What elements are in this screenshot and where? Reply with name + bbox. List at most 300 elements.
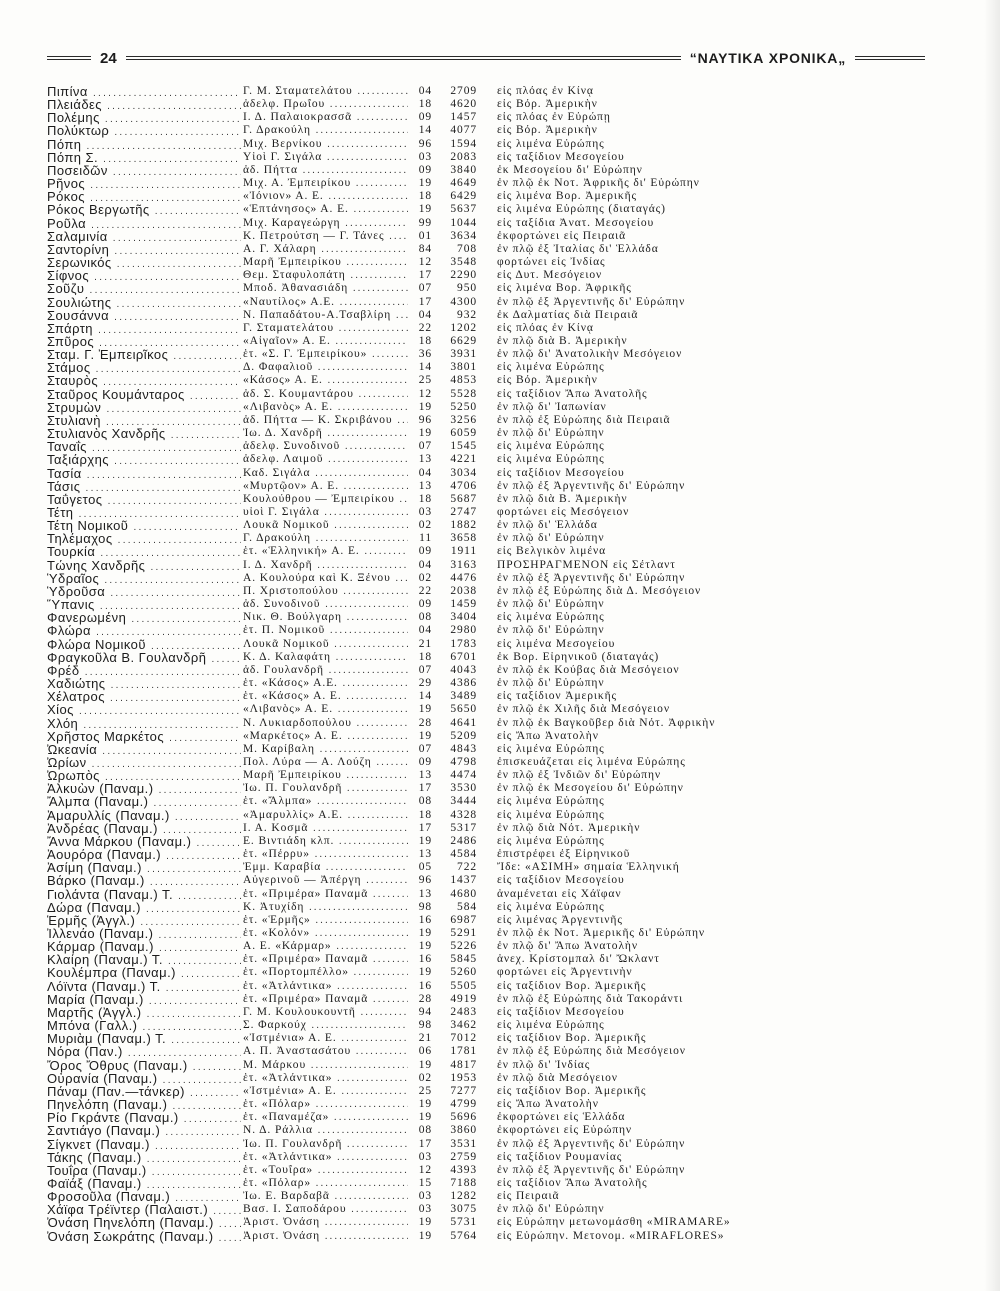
vessel-row: [47, 217, 977, 230]
owner-name: Καδ. Σιγάλα .....: [243, 467, 408, 480]
gross-tonnage: 3658: [450, 532, 477, 545]
gross-tonnage: 5528: [450, 387, 477, 400]
gross-tonnage: 1882: [450, 519, 477, 532]
owner-name: «Λιβανὸς» Α. Ε. .....: [243, 401, 408, 414]
vessel-name: Τουΐρα (Παναμ.) .....: [47, 1164, 241, 1179]
vessel-name: Ἀμαρυλλίς (Παναμ.) .....: [47, 809, 241, 824]
owner-name: ἀδ. Γουλανδρῆ .....: [243, 664, 408, 677]
gross-tonnage: 4386: [450, 677, 477, 690]
vessel-row: [47, 1203, 977, 1216]
vessel-row: [47, 809, 977, 822]
vessel-row: [47, 966, 977, 979]
vessel-row: [47, 624, 977, 637]
gross-tonnage: 5731: [450, 1216, 477, 1229]
build-year: 28: [418, 992, 432, 1005]
vessel-row: [47, 111, 977, 124]
vessel-status: ἐν πλῷ δι' Εὐρώπην: [497, 624, 605, 637]
vessel-name: Πλειάδες .....: [47, 98, 241, 113]
vessel-name: Ἑρμῆς (Ἀγγλ.) .....: [47, 914, 241, 929]
gross-tonnage: 4680: [450, 887, 477, 900]
build-year: 19: [418, 703, 432, 716]
vessel-name: Ρόκος Βεργωτῆς .....: [47, 203, 241, 218]
vessel-status: εἰς Πειραιᾶ: [497, 1190, 560, 1203]
vessel-row: [47, 1230, 977, 1243]
owner-name: ἀδελφ. Λαιμοῦ .....: [243, 453, 408, 466]
build-year: 13: [418, 453, 432, 466]
page-number: 24: [100, 49, 117, 67]
owner-name: Ν. Δ. Ράλλια .....: [243, 1124, 408, 1137]
owner-name: «Λιβανὸς» Α. Ε. .....: [243, 703, 408, 716]
gross-tonnage: 7188: [450, 1176, 477, 1189]
owner-name: «Ἑπτάνησος» Α. Ε. .....: [243, 203, 408, 216]
vessel-row: [47, 690, 977, 703]
build-year: 06: [418, 1045, 432, 1058]
vessel-status: ἐν πλῷ ἐκ Χιλῆς διὰ Μεσόγειον: [497, 703, 670, 716]
gross-tonnage: 5505: [450, 979, 477, 992]
gross-tonnage: 4817: [450, 1058, 477, 1071]
vessel-status: ἐν πλῷ δι' Εὐρώπην: [497, 427, 605, 440]
gross-tonnage: 2759: [450, 1150, 477, 1163]
gross-tonnage: 5317: [450, 821, 477, 834]
vessel-name: Πόπη Σ. .....: [47, 151, 241, 166]
owner-name: ἑτ. «Πόλαρ» .....: [243, 1177, 408, 1190]
vessel-name: Ὠκεανία .....: [47, 743, 241, 758]
vessel-row: [47, 203, 977, 216]
owner-name: Ι. Δ. Παλαιοκρασσᾶ .....: [243, 111, 408, 124]
owner-name: «Ἰστμένια» Α. Ε. .....: [243, 1085, 408, 1098]
gross-tonnage: 2709: [450, 85, 477, 97]
vessel-status: εἰς ταξίδιον Βορ. Ἀμερικῆς: [497, 1084, 647, 1097]
build-year: 03: [418, 1203, 432, 1216]
vessel-name: Λόϊντα (Παναμ.) Τ. .....: [47, 980, 241, 995]
vessel-name: Σουλιώτης .....: [47, 296, 241, 311]
build-year: 19: [418, 203, 432, 216]
gross-tonnage: 3163: [450, 558, 477, 571]
build-year: 12: [418, 256, 432, 269]
vessel-row: [47, 651, 977, 664]
vessel-row: [47, 401, 977, 414]
gross-tonnage: 3531: [450, 1137, 477, 1150]
vessel-row: [47, 953, 977, 966]
owner-name: «Ἰόνιον» Α. Ε. .....: [243, 190, 408, 203]
vessel-status: εἰς λιμένα Εὐρώπης: [497, 440, 605, 453]
vessel-status: ἐν πλῷ διὰ Β. Ἀμερικὴν: [497, 334, 628, 347]
gross-tonnage: 2486: [450, 834, 477, 847]
gross-tonnage: 4584: [450, 848, 477, 861]
owner-name: Θεμ. Σταφυλοπάτη .....: [243, 269, 408, 282]
build-year: 14: [418, 690, 432, 703]
vessel-status: ἐν πλῷ ἐξ Εὐρώπης διὰ Τακοράντι: [497, 992, 684, 1005]
owner-name: ἑτ. «Ἀτλάντικα» .....: [243, 980, 408, 993]
vessel-row: [47, 480, 977, 493]
vessel-name: Σταυρὸς .....: [47, 374, 241, 389]
gross-tonnage: 3489: [450, 690, 477, 703]
owner-name: ἀδ. Πήττα .....: [243, 164, 408, 177]
vessel-status: εἰς λιμένα Εὐρώπης: [497, 834, 605, 847]
owner-name: ἑτ. «Σ. Γ. Ἐμπειρίκου» .....: [243, 348, 408, 361]
vessel-name: Ὀνάση Πηνελόπη (Παναμ.) .....: [47, 1216, 241, 1231]
vessel-row: [47, 1072, 977, 1085]
gross-tonnage: 3840: [450, 163, 477, 176]
vessel-status: ἐν πλῷ διὰ Νότ. Ἀμερικὴν: [497, 821, 641, 834]
build-year: 19: [418, 966, 432, 979]
vessel-row: [47, 467, 977, 480]
build-year: 05: [418, 861, 432, 874]
build-year: 04: [418, 466, 432, 479]
vessel-row: [47, 296, 977, 309]
vessel-name: Μαρτῆς (Ἀγγλ.) .....: [47, 1006, 241, 1021]
build-year: 09: [418, 545, 432, 558]
gross-tonnage: 4043: [450, 663, 477, 676]
gross-tonnage: 1953: [450, 1071, 477, 1084]
gross-tonnage: 1457: [450, 111, 477, 124]
vessel-status: ἐν πλῷ δι' Ἑλλάδα: [497, 519, 598, 532]
vessel-name: Τάσις .....: [47, 480, 241, 495]
vessel-name: Σαντορίνη .....: [47, 243, 241, 258]
build-year: 21: [418, 637, 432, 650]
gross-tonnage: 3860: [450, 1124, 477, 1137]
owner-name: υἱοὶ Γ. Σιγάλα .....: [243, 506, 408, 519]
build-year: 18: [418, 334, 432, 347]
vessel-status: ἐπισκευάζεται εἰς λιμένα Εὐρώπης: [497, 755, 686, 768]
build-year: 22: [418, 321, 432, 334]
build-year: 02: [418, 519, 432, 532]
gross-tonnage: 1911: [450, 545, 477, 558]
owner-name: ἑτ. «Ἑρμῆς» .....: [243, 914, 408, 927]
vessel-status: ἐν πλῷ δι' Εὐρώπην: [497, 598, 605, 611]
build-year: 17: [418, 269, 432, 282]
owner-name: Α. Κουλούρα καὶ Κ. Ξένου .....: [243, 572, 408, 585]
vessel-name: Δώρα (Παναμ.) .....: [47, 901, 241, 916]
gross-tonnage: 1202: [450, 321, 477, 334]
vessel-row: [47, 269, 977, 282]
build-year: 19: [418, 1111, 432, 1124]
vessel-name: Πιπίνα .....: [47, 85, 241, 100]
build-year: 14: [418, 124, 432, 137]
vessel-name: Πολύκτωρ .....: [47, 124, 241, 139]
build-year: 02: [418, 571, 432, 584]
gross-tonnage: 3548: [450, 256, 477, 269]
gross-tonnage: 4843: [450, 742, 477, 755]
vessel-status: εἰς Βόρ. Ἀμερικὴν: [497, 98, 598, 111]
owner-name: Πολ. Λύρα — Α. Λούζη .....: [243, 756, 408, 769]
vessel-name: Τάκης (Παναμ.) .....: [47, 1151, 241, 1166]
vessel-status: εἰς ταξίδιον Μεσογείου: [497, 150, 625, 163]
owner-name: ἀδ. Σ. Κουμαντάρου .....: [243, 388, 408, 401]
vessel-name: Ὑδροῦσα .....: [47, 585, 241, 600]
vessel-name: Ποσειδῶν .....: [47, 164, 241, 179]
owner-name: Μιχ. Α. Ἐμπειρίκου .....: [243, 177, 408, 190]
build-year: 14: [418, 361, 432, 374]
vessel-status: εἰς λιμένα Εὐρώπης: [497, 137, 605, 150]
owner-name: Ν. Παπαδάτου-Α.Τσαβλίρη .....: [243, 309, 408, 322]
gross-tonnage: 5764: [450, 1229, 477, 1242]
vessel-row: [47, 1216, 977, 1229]
vessel-row: [47, 585, 977, 598]
gross-tonnage: 4853: [450, 374, 477, 387]
build-year: 96: [418, 874, 432, 887]
vessel-row: [47, 151, 977, 164]
vessel-row: [47, 782, 977, 795]
gross-tonnage: 2083: [450, 150, 477, 163]
gross-tonnage: 6629: [450, 334, 477, 347]
double-rule: [126, 56, 681, 60]
owner-name: ἑτ. «Κάσος» Α.Ε. .....: [243, 677, 408, 690]
vessel-name: Σερωνικός .....: [47, 256, 241, 271]
gross-tonnage: 1282: [450, 1190, 477, 1203]
gross-tonnage: 4221: [450, 453, 477, 466]
owner-name: Γ. Δρακούλη .....: [243, 532, 408, 545]
vessel-row: [47, 914, 977, 927]
build-year: 03: [418, 506, 432, 518]
gross-tonnage: 5845: [450, 953, 477, 966]
gross-tonnage: 3075: [450, 1203, 477, 1216]
owner-name: Αὐγερινοῦ — Ἀπέργη .....: [243, 874, 408, 887]
vessel-name: Χάϊφα Τρέϊντερ (Παλαιστ.) .....: [47, 1203, 241, 1218]
build-year: 21: [418, 1032, 432, 1045]
vessel-name: Ρόκος .....: [47, 190, 241, 205]
build-year: 13: [418, 769, 432, 782]
vessel-name: Κάρμαρ (Παναμ.) .....: [47, 940, 241, 955]
vessel-list: [47, 85, 977, 1243]
build-year: 19: [418, 1216, 432, 1229]
gross-tonnage: 6701: [450, 650, 477, 663]
vessel-status: ἐκ Βορ. Εἰρηνικοῦ (διαταγάς): [497, 650, 660, 663]
vessel-status: εἰς ταξίδιον Βορ. Ἀμερικῆς: [497, 979, 647, 992]
vessel-name: Ἀλκυὼν (Παναμ.) .....: [47, 782, 241, 797]
owner-name: Μιχ. Καραγεώργη .....: [243, 217, 408, 230]
vessel-status: εἰς Ἄπω Ἀνατολὴν: [497, 729, 599, 742]
vessel-status: ἐν πλῷ δι' Ἰαπωνίαν: [497, 400, 607, 413]
vessel-status: εἰς ταξίδιον Μεσογείου: [497, 1005, 625, 1018]
vessel-name: Κουλέμπρα (Παναμ.) .....: [47, 966, 241, 981]
vessel-status: εἰς Βόρ. Ἀμερικὴν: [497, 374, 598, 387]
owner-name: «Ἰστμένια» Α. Ε. .....: [243, 1032, 408, 1045]
vessel-row: [47, 795, 977, 808]
build-year: 07: [418, 663, 432, 676]
gross-tonnage: 1044: [450, 216, 477, 229]
vessel-row: [47, 598, 977, 611]
vessel-name: Ἀουρόρα (Παναμ.) .....: [47, 848, 241, 863]
gross-tonnage: 5637: [450, 203, 477, 216]
vessel-status: ἐν πλῷ ἐξ Ἀργεντινῆς δι' Εὐρώπην: [497, 571, 686, 584]
vessel-status: εἰς λιμένας Ἀργεντινῆς: [497, 913, 623, 926]
vessel-status: εἰς λιμένα Εὐρώπης: [497, 453, 605, 466]
vessel-row: [47, 1111, 977, 1124]
owner-name: Ἰω. Ε. Βαρδαβᾶ .....: [243, 1190, 408, 1203]
vessel-name: Φλώρα Νομικοῦ .....: [47, 638, 241, 653]
vessel-name: Πάναμ (Παν.—τάνκερ) .....: [47, 1085, 241, 1100]
owner-name: «Μυρτῷον» Α. Ε. .....: [243, 480, 408, 493]
owner-name: ἑτ. «Πριμέρα» Παναμᾶ .....: [243, 993, 408, 1006]
owner-name: Π. Χριστοπούλου .....: [243, 585, 408, 598]
gross-tonnage: 3404: [450, 611, 477, 624]
vessel-row: [47, 1151, 977, 1164]
gross-tonnage: 5226: [450, 940, 477, 953]
vessel-name: Οὐρανία (Παναμ.) .....: [47, 1072, 241, 1087]
vessel-status: ἐν πλῷ ἐξ Ἀργεντινῆς δι' Εὐρώπην: [497, 479, 686, 492]
gross-tonnage: 2483: [450, 1005, 477, 1018]
owner-name: ἑτ. «Ἀτλάντικα» .....: [243, 1151, 408, 1164]
vessel-row: [47, 545, 977, 558]
build-year: 36: [418, 348, 432, 361]
owner-name: «Κάσος» Α. Ε. .....: [243, 374, 408, 387]
vessel-row: [47, 309, 977, 322]
vessel-row: [47, 638, 977, 651]
vessel-name: Νόρα (Παν.) .....: [47, 1045, 241, 1060]
vessel-status: εἰς Βόρ. Ἀμερικὴν: [497, 124, 598, 137]
vessel-name: Χλόη .....: [47, 717, 241, 732]
owner-name: Ι. Δ. Χανδρῆ .....: [243, 559, 408, 572]
double-rule: [855, 56, 925, 60]
owner-name: Κουλούθρου — Ἐμπειρίκου .....: [243, 493, 408, 506]
vessel-row: [47, 519, 977, 532]
vessel-status: εἰς λιμένα Εὐρώπης: [497, 611, 605, 624]
build-year: 09: [418, 111, 432, 124]
gross-tonnage: 5209: [450, 729, 477, 742]
owner-name: «Ἀμαρυλλίς» Α.Ε. .....: [243, 809, 408, 822]
build-year: 17: [418, 1137, 432, 1150]
build-year: 09: [418, 163, 432, 176]
owner-name: Μαρῆ Ἐμπειρίκου .....: [243, 769, 408, 782]
vessel-status: εἰς λιμένα Μεσογείου: [497, 637, 616, 650]
vessel-name: Πηνελόπη (Παναμ.) .....: [47, 1098, 241, 1113]
vessel-status: ἀναμένεται εἰς Χάϊφαν: [497, 887, 622, 900]
vessel-row: [47, 1177, 977, 1190]
build-year: 18: [418, 650, 432, 663]
vessel-name: Φραγκοῦλα Β. Γουλανδρῆ .....: [47, 651, 241, 666]
owner-name: Γ. Σταματελάτου .....: [243, 322, 408, 335]
build-year: 29: [418, 677, 432, 690]
vessel-row: [47, 888, 977, 901]
build-year: 04: [418, 558, 432, 571]
build-year: 28: [418, 716, 432, 729]
vessel-name: Χίος .....: [47, 703, 241, 718]
vessel-status: εἰς λιμένα Εὐρώπης: [497, 361, 605, 374]
vessel-status: ἐκφορτώνει εἰς Πειραιᾶ: [497, 229, 627, 242]
vessel-name: Ἀνδρέας (Παναμ.) .....: [47, 822, 241, 837]
gross-tonnage: 3931: [450, 348, 477, 361]
vessel-status: ἐν πλῷ ἐξ Ἀργεντινῆς δι' Εὐρώπην: [497, 1163, 686, 1176]
vessel-row: [47, 493, 977, 506]
gross-tonnage: 2038: [450, 584, 477, 597]
vessel-name: Φλώρα .....: [47, 624, 241, 639]
owner-name: ἑτ. «Κολόν» .....: [243, 927, 408, 940]
build-year: 03: [418, 1150, 432, 1163]
build-year: 18: [418, 492, 432, 505]
build-year: 19: [418, 729, 432, 742]
vessel-name: Ὄρος Ὄθρυς (Παναμ.) .....: [47, 1059, 241, 1074]
vessel-row: [47, 427, 977, 440]
vessel-status: ἐπιστρέφει ἐξ Εἰρηνικοῦ: [497, 848, 631, 861]
vessel-name: Χαδιώτης .....: [47, 677, 241, 692]
vessel-status: εἰς Βελγικὸν λιμένα: [497, 545, 607, 558]
gross-tonnage: 1783: [450, 637, 477, 650]
vessel-status: ἐκ Μεσογείου δι' Εὐρώπην: [497, 163, 643, 176]
vessel-row: [47, 348, 977, 361]
vessel-row: [47, 230, 977, 243]
vessel-row: [47, 980, 977, 993]
owner-name: Νικ. Θ. Βούλγαρη .....: [243, 611, 408, 624]
owner-name: «Αἰγαῖον» Α. Ε. .....: [243, 335, 408, 348]
owner-name: ἑτ. «Ἄλμπα» .....: [243, 795, 408, 808]
vessel-status: ἐν πλῷ δι' Εὐρώπην: [497, 1203, 605, 1216]
build-year: 08: [418, 611, 432, 624]
vessel-row: [47, 453, 977, 466]
build-year: 17: [418, 782, 432, 795]
build-year: 94: [418, 1005, 432, 1018]
vessel-name: Κλαίρη (Παναμ.) Τ. .....: [47, 953, 241, 968]
vessel-status: ἐν πλῷ δι' Εὐρώπην: [497, 532, 605, 545]
build-year: 11: [419, 532, 432, 545]
owner-name: Γ. Μ. Κουλουκουντῆ .....: [243, 1006, 408, 1019]
build-year: 16: [418, 979, 432, 992]
owner-name: Γ. Μ. Σταματελάτου .....: [243, 85, 408, 98]
owner-name: Λουκᾶ Νομικοῦ .....: [243, 638, 408, 651]
vessel-name: Τουρκία .....: [47, 545, 241, 560]
vessel-name: Ρῆνος .....: [47, 177, 241, 192]
gross-tonnage: 1459: [450, 598, 477, 611]
vessel-name: Σπῦρος .....: [47, 335, 241, 350]
build-year: 18: [418, 190, 432, 203]
vessel-row: [47, 243, 977, 256]
owner-name: Ι. Α. Κοσμᾶ .....: [243, 822, 408, 835]
vessel-row: [47, 1019, 977, 1032]
vessel-row: [47, 769, 977, 782]
vessel-status: εἰς λιμένα Βορ. Ἀμερικῆς: [497, 190, 637, 203]
vessel-status: εἰς ταξίδιον Μεσογείου: [497, 466, 625, 479]
vessel-status: ἀνεχ. Κρίστομπαλ δι' Ὤκλαντ: [497, 953, 660, 966]
gross-tonnage: 932: [457, 308, 477, 321]
vessel-name: Σαλαμινία .....: [47, 230, 241, 245]
owner-name: Ἀριστ. Ὀνάση .....: [243, 1216, 408, 1229]
vessel-name: Τασία .....: [47, 467, 241, 482]
vessel-status: ἐν πλῷ ἐξ Ἀργεντινῆς δι' Εὐρώπην: [497, 1137, 686, 1150]
vessel-row: [47, 822, 977, 835]
vessel-row: [47, 901, 977, 914]
vessel-row: [47, 993, 977, 1006]
vessel-status: εἰς λιμένα Εὐρώπης: [497, 1019, 605, 1032]
vessel-row: [47, 506, 977, 519]
owner-name: Κ. Δ. Καλαφάτη .....: [243, 651, 408, 664]
vessel-status: εἰς Ἄπω Ἀνατολὴν: [497, 1098, 599, 1111]
vessel-name: Σοῦζυ .....: [47, 282, 241, 297]
build-year: 19: [418, 400, 432, 413]
vessel-status: ἐν πλῷ ἐξ Ἀργεντινῆς δι' Εὐρώπην: [497, 295, 686, 308]
vessel-status: ἐν πλῷ δι' Ἄπω Ἀνατολὴν: [497, 940, 638, 953]
vessel-row: [47, 743, 977, 756]
build-year: 18: [418, 808, 432, 821]
vessel-name: Ὑδραῖος .....: [47, 572, 241, 587]
vessel-name: Ταΰγετος .....: [47, 493, 241, 508]
vessel-status: ἐν πλῷ δι' Εὐρώπην: [497, 677, 605, 690]
build-year: 19: [418, 927, 432, 939]
gross-tonnage: 4328: [450, 808, 477, 821]
vessel-status: ἐν πλῷ ἐκ Κούβας διὰ Μεσόγειον: [497, 663, 680, 676]
gross-tonnage: 1437: [450, 874, 477, 887]
vessel-name: Φαϊάξ (Παναμ.) .....: [47, 1177, 241, 1192]
vessel-name: Ἄννα Μάρκου (Παναμ.) .....: [47, 835, 241, 850]
vessel-row: [47, 848, 977, 861]
vessel-status: εἰς πλόας ἐν Κίνᾳ: [497, 321, 594, 334]
scan-edge-shadow: [984, 0, 1000, 1291]
gross-tonnage: 5696: [450, 1111, 477, 1124]
vessel-status: φορτώνει εἰς Ἀργεντινὴν: [497, 966, 633, 979]
build-year: 98: [418, 900, 432, 913]
gross-tonnage: 4620: [450, 98, 477, 111]
vessel-row: [47, 1045, 977, 1058]
vessel-row: [47, 1059, 977, 1072]
